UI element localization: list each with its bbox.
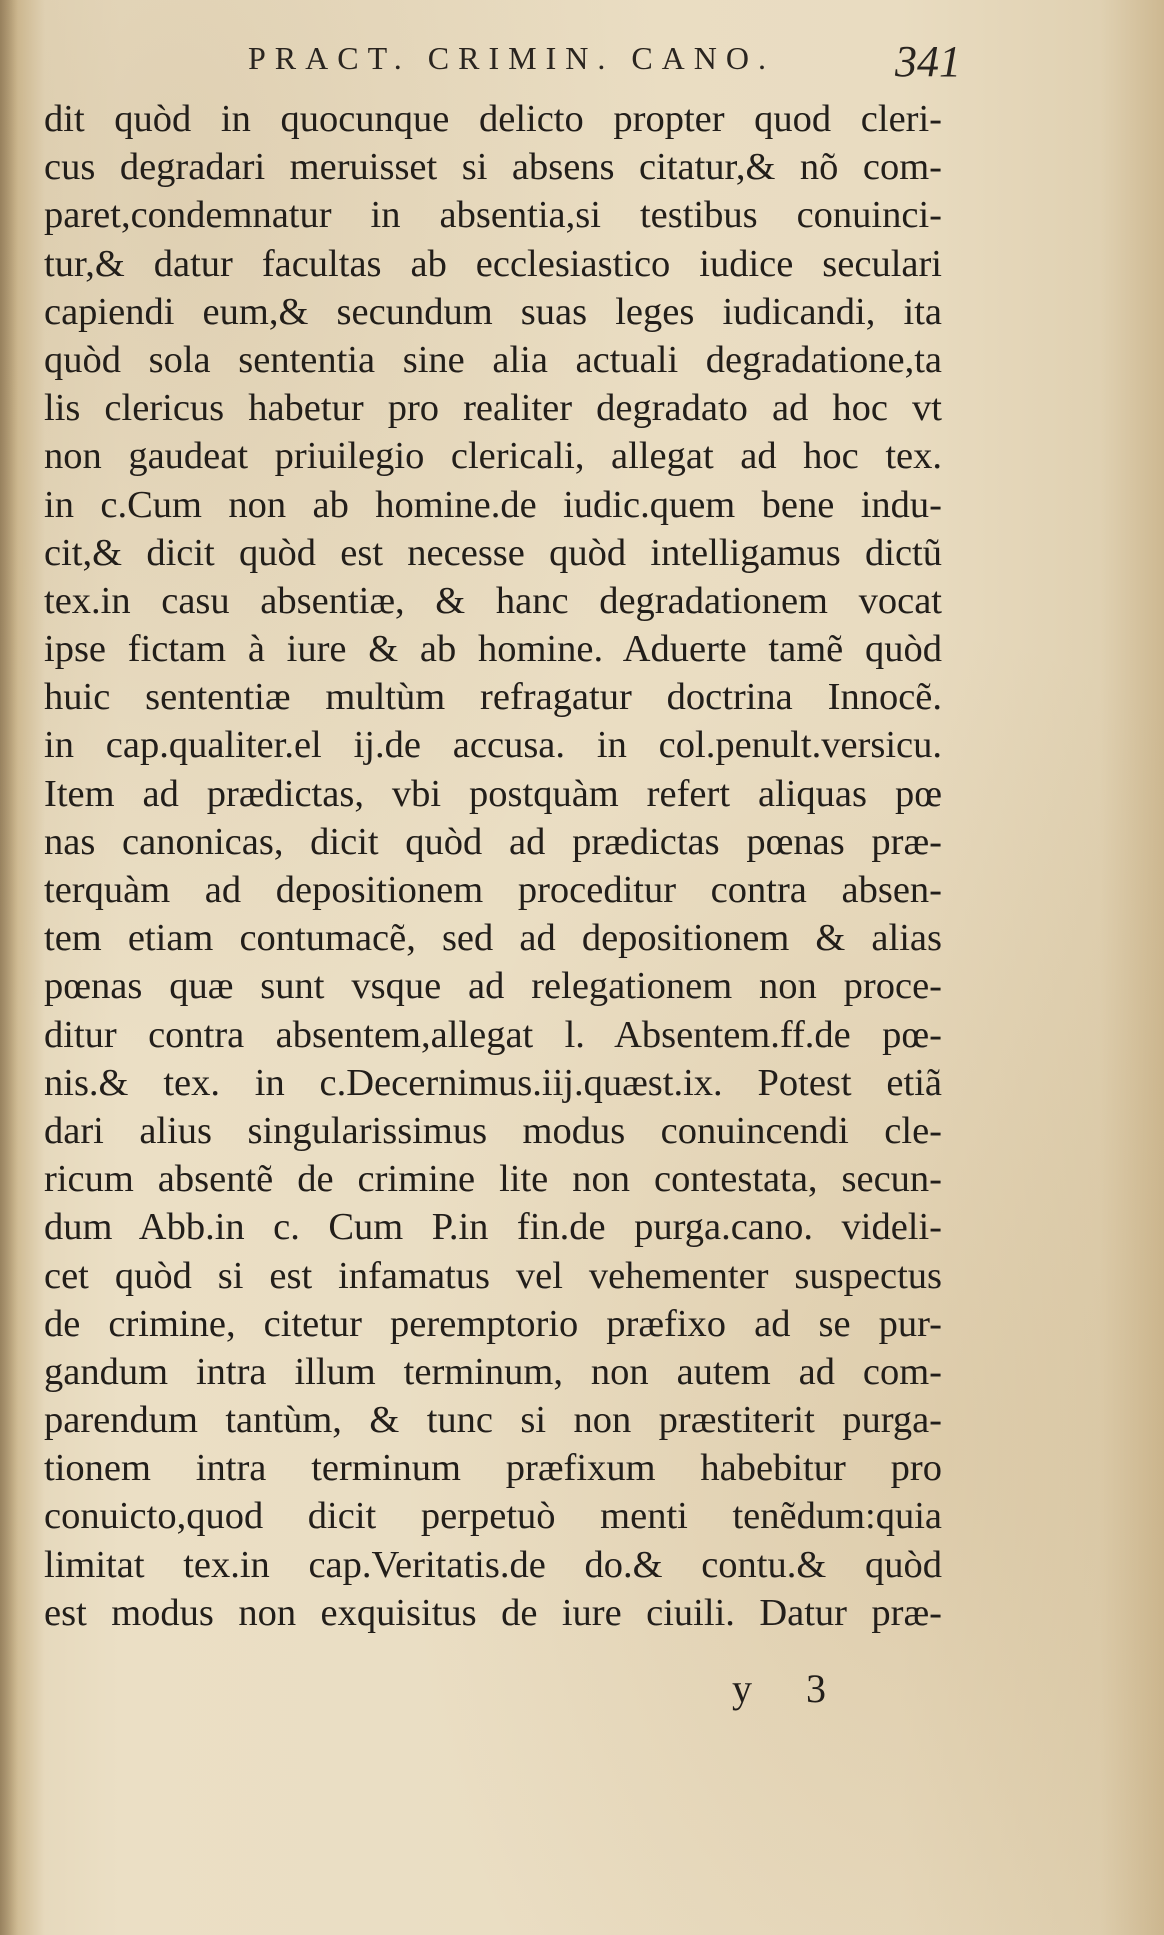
text-line: parendum tantùm, & tunc si non præstiterit purga- [44,1399,942,1442]
text-line: tionem intra terminum præfixum habebitur pro [44,1447,942,1490]
spine-shadow [0,0,18,1935]
text-line: dum Abb.in c. Cum P.in fin.de purga.cano. videli- [44,1206,942,1249]
text-line: nas canonicas, dicit quòd ad prædictas pœnas præ- [44,820,942,863]
text-line: huic sententiæ multùm refragatur doctrina Innocẽ. [44,676,942,719]
text-line: est modus non exquisitus de iure ciuili. Datur præ- [44,1591,942,1634]
text-line: tex.in casu absentiæ, & hanc degradationem vocat [44,579,942,622]
text-line: dit quòd in quocunque delicto propter quod cleri- [44,98,942,140]
text-line: Item ad prædictas, vbi postquàm refert aliquas pœ [44,772,942,815]
text-line: pœnas quæ sunt vsque ad relegationem non proce- [44,965,942,1008]
page-number: 341 [895,37,961,86]
text-line: tur,& datur facultas ab ecclesiastico iudice seculari [44,242,942,285]
text-line: paret,condemnatur in absentia,si testibus conuinci- [44,194,942,237]
text-line: nis.& tex. in c.Decernimus.iij.quæst.ix. Potest etiã [44,1061,942,1104]
signature-mark: y 3 [732,1666,848,1711]
text-line: terquàm ad depositionem proceditur contra absen- [44,869,942,911]
page-header [0,38,1164,88]
text-line: gandum intra illum terminum, non autem ad com- [44,1350,942,1393]
text-line: tem etiam contumacẽ, sed ad depositionem & alias [44,917,942,960]
text-line: cet quòd si est infamatus vel vehementer suspectus [44,1254,942,1297]
text-line: lis clericus habetur pro realiter degradato ad hoc vt [44,387,942,430]
text-line: dari alius singularissimus modus conuincendi cle- [44,1109,942,1152]
text-line: ipse fictam à iure & ab homine. Aduerte tamẽ quòd [44,628,942,671]
text-line: quòd sola sententia sine alia actuali degradatione,ta [44,338,942,381]
text-line: in c.Cum non ab homine.de iudic.quem bene indu- [44,483,942,526]
text-line: cus degradari meruisset si absens citatur,& nõ com- [44,146,942,189]
text-line: ditur contra absentem,allegat l. Absentem.ff.de pœ- [44,1013,942,1056]
text-line: cit,& dicit quòd est necesse quòd intelligamus dictũ [44,531,942,574]
text-line: conuicto,quod dicit perpetuò menti tenẽdum:quia [44,1495,942,1538]
text-line: non gaudeat priuilegio clericali, allegat ad hoc tex. [44,435,942,478]
text-line: limitat tex.in cap.Veritatis.de do.& contu.& quòd [44,1543,942,1586]
text-line: in cap.qualiter.el ij.de accusa. in col.penult.versicu. [44,724,942,767]
text-line: de crimine, citetur peremptorio præfixo ad se pur- [44,1302,942,1345]
running-head: PRACT. CRIMIN. CANO. [248,40,775,76]
text-line: capiendi eum,& secundum suas leges iudicandi, ita [44,290,942,333]
text-line: ricum absentẽ de crimine lite non contestata, secun- [44,1158,942,1201]
body-text [44,95,942,1637]
